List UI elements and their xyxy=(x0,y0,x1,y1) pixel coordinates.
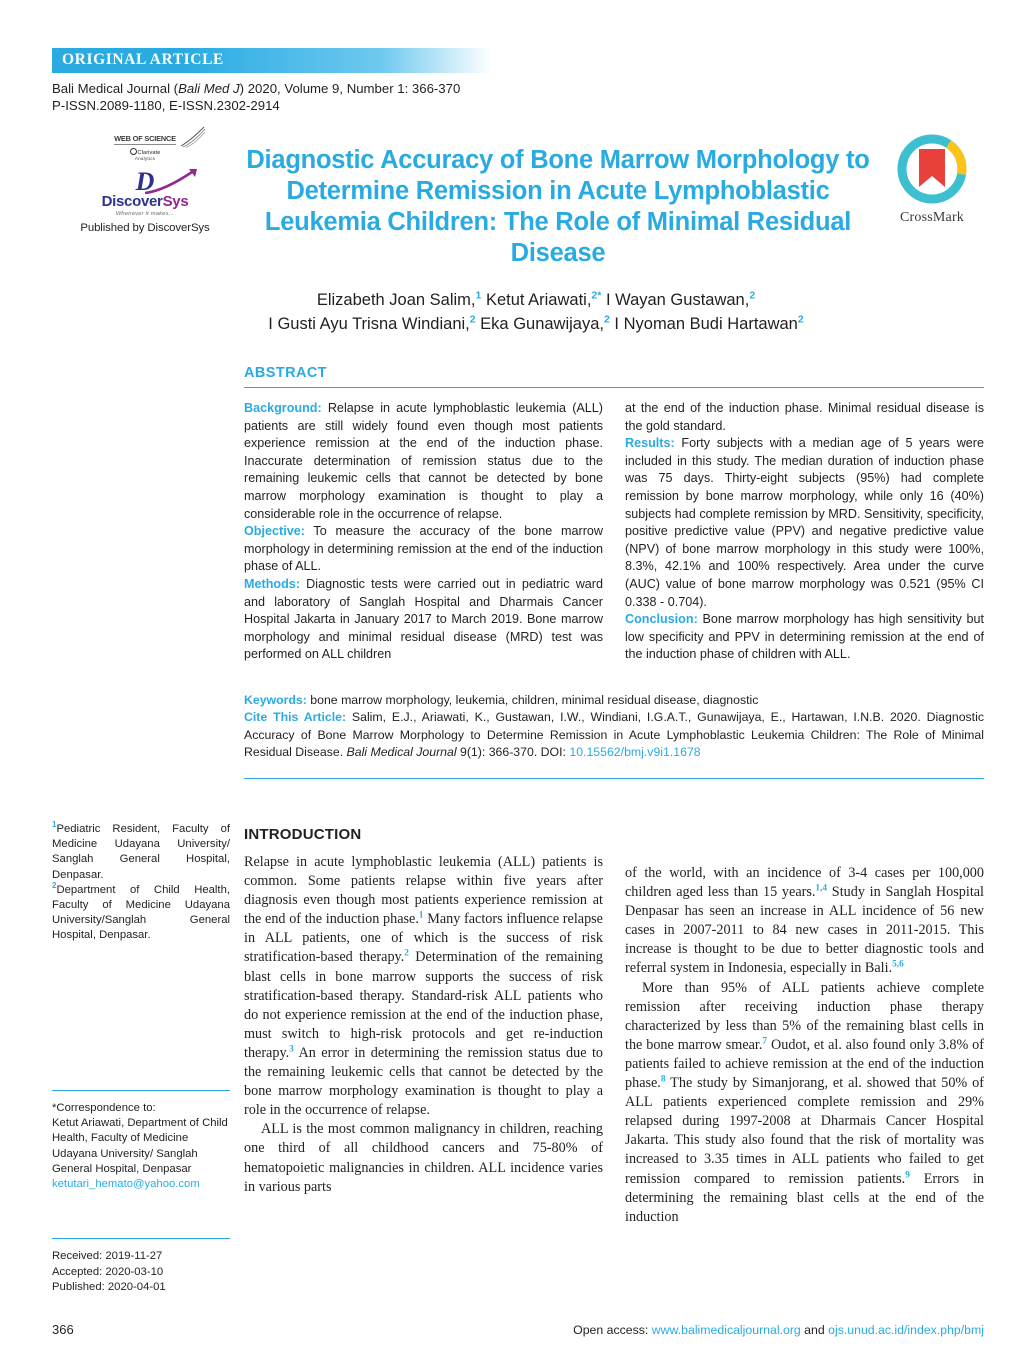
journal-issn-line: P-ISSN.2089-1180, E-ISSN.2302-2914 xyxy=(52,98,280,113)
journal-volume-pages: ) 2020, Volume 9, Number 1: 366-370 xyxy=(239,81,461,96)
correspondence-block xyxy=(52,1090,230,1192)
discoversys-wordmark: DiscoverSys xyxy=(101,193,189,210)
abstract-text: Diagnostic tests were carried out in pediatric ward and laboratory of Sanglah Hospital and Dharmais Cancer Hospital Jakarta in January 2017 to March 2019. Bone marrow morphology and minimal residual disease (MRD) test was performed on ALL children xyxy=(244,576,603,662)
citation-ref[interactable]: 9 xyxy=(905,1169,910,1180)
abstract-text: Forty subjects with a median age of 5 years were included in this study. The median duration of induction phase was 75 days. Thirty-eight subjects (95%) had complete remission by bone marrow morphology, while only 16 (40%) subjects had complete remission by MRD. Sensitivity, specificity, positive predictive value (PPV) and negative predictive value (NPV) of bone marrow morphology in this study were 100%, 8.3%, 42.1% and 100% respectively. Area under the curve (AUC) value of bone marrow morphology was 0.521 (95% CI 0.338 - 0.704). xyxy=(625,436,984,609)
author-name: Elizabeth Joan Salim, xyxy=(316,291,476,309)
keywords-text: bone marrow morphology, leukemia, children, minimal residual disease, diagnostic xyxy=(306,692,759,707)
original-article-label: ORIGINAL ARTICLE xyxy=(62,51,224,68)
abstract-label: Background: xyxy=(244,401,322,415)
abstract-paragraph xyxy=(244,400,603,523)
abstract-text: at the end of the induction phase. Minimal residual disease is the gold standard. xyxy=(625,401,984,433)
author-list xyxy=(186,288,886,336)
masthead xyxy=(52,48,984,114)
citation-ref[interactable]: 2 xyxy=(404,948,409,959)
crossmark-badge[interactable] xyxy=(880,132,984,226)
wos-wordmark: WEB OF SCIENCE xyxy=(114,134,176,143)
correspondence-top-rule xyxy=(52,1090,230,1091)
abstract-text: To measure the accuracy of the bone marrow morphology in determining remission at the end of the induction phase of ALL. xyxy=(244,524,603,574)
abstract-paragraph xyxy=(244,523,603,576)
author-affiliation-marker: 2 xyxy=(604,313,610,326)
crossmark-label: CrossMark xyxy=(899,210,965,225)
citation-ref[interactable]: 1 xyxy=(418,910,424,921)
body-column-left xyxy=(244,826,603,1227)
abstract-label: Results: xyxy=(625,436,675,451)
cite-journal-name: Bali Medical Journal xyxy=(346,745,457,760)
affiliation-text: Department of Child Health, Faculty of Medicine Udayana University/Sanglah General Hospital, Denpasar. xyxy=(52,883,230,942)
keywords-and-citation xyxy=(244,692,984,762)
cite-volume: 9(1): 366-370. DOI: xyxy=(456,745,570,760)
published-date: Published: 2020-04-01 xyxy=(52,1281,166,1294)
body-paragraph: More than 95% of ALL patients achieve complete remission after receiving induction phase therapy characterized by less than 5% of the remaining blast cells in the bone marrow smear.$^7$ Oudot, et al. also found only 3.8% of patients failed to achieve remission at the end of the induction phase.$^8$ The study by Simanjorang, et al. showed that 50% of ALL patients experienced complete remission and 29% relapsed during 1997-2008 at Dharmais Cancer Hospital Jakarta. This study also found that the risk of mortality was increased to 3.35 times in ALL patients who failed to get remission compared to remission patients.$^9$ Errors in determining the remaining blast cells at the end of the induction xyxy=(625,979,985,1225)
discoversys-arrow-icon xyxy=(145,169,205,195)
publisher-logos xyxy=(52,126,238,234)
abstract-paragraph xyxy=(625,400,984,435)
abstract-column-left xyxy=(244,400,603,664)
publication-dates xyxy=(52,1238,230,1296)
correspondence-heading xyxy=(52,1101,230,1116)
author-affiliation-marker: 2 xyxy=(469,313,476,326)
journal-abbrev: Bali Med J xyxy=(178,81,240,96)
correspondence-email[interactable]: ketutari_hemato@yahoo.com xyxy=(52,1178,200,1191)
received-date: Received: 2019-11-27 xyxy=(52,1250,163,1262)
abstract-label: Methods: xyxy=(244,576,300,591)
journal-volume-line xyxy=(52,80,984,97)
correspondence-label: Correspondence to: xyxy=(56,1102,156,1114)
column-top-spacer xyxy=(625,826,984,864)
abstract-top-rule xyxy=(244,387,984,388)
citation-ref[interactable]: 3 xyxy=(289,1044,294,1055)
ojs-link[interactable]: ojs.unud.ac.id/index.php/bmj xyxy=(828,1323,984,1337)
original-article-banner xyxy=(52,48,492,73)
citation-ref[interactable]: 8 xyxy=(660,1074,666,1085)
abstract-label: Objective: xyxy=(244,524,305,539)
dates-top-rule xyxy=(52,1238,230,1239)
body-column-right xyxy=(625,826,984,1227)
web-of-science-logo xyxy=(90,128,200,160)
author-affiliation-marker: 2* xyxy=(591,289,602,302)
author-line-2 xyxy=(186,312,886,336)
accepted-date: Accepted: 2020-03-10 xyxy=(52,1265,164,1278)
discoversys-tagline: Whenever it makes... xyxy=(115,211,175,217)
crossmark-icon xyxy=(895,132,969,206)
affiliation-item xyxy=(52,822,230,883)
citation-ref[interactable]: 7 xyxy=(762,1036,768,1047)
clarivate-circle-icon xyxy=(130,148,137,155)
journal-identification xyxy=(52,80,984,114)
author-name: Ketut Ariawati, xyxy=(481,291,592,309)
journal-website-link[interactable]: www.balimedicaljournal.org xyxy=(651,1323,801,1337)
keywords-label: Keywords: xyxy=(244,692,307,707)
author-name: I Wayan Gustawan, xyxy=(601,291,750,309)
abstract-section xyxy=(244,365,984,779)
section-heading-introduction: INTRODUCTION xyxy=(244,826,362,843)
correspondence-marker: * xyxy=(52,1102,57,1114)
title-band xyxy=(52,126,984,266)
analytics-wordmark: Analytics xyxy=(134,155,156,161)
citation-ref[interactable]: 1,4 xyxy=(815,883,828,894)
abstract-bottom-rule xyxy=(244,778,984,779)
citation-ref[interactable]: 5,6 xyxy=(892,959,904,970)
affiliations-sidebar xyxy=(52,822,230,944)
author-affiliation-marker: 2 xyxy=(749,289,756,302)
author-name: I Gusti Ayu Trisna Windiani, xyxy=(268,315,470,333)
author-affiliation-marker: 2 xyxy=(797,313,804,326)
page-number: 366 xyxy=(52,1322,74,1337)
abstract-paragraph xyxy=(625,611,984,664)
page-title: Diagnostic Accuracy of Bone Marrow Morphology to Determine Remission in Acute Lymphoblastic Leukemia Children: The Role of Minimal Residual Disease xyxy=(246,146,870,268)
author-name: I Nyoman Budi Hartawan xyxy=(609,315,798,333)
author-line-1 xyxy=(186,288,886,312)
cite-this-article xyxy=(244,709,984,761)
abstract-column-right xyxy=(625,400,984,664)
doi-link[interactable]: 10.15562/bmj.v9i1.1678 xyxy=(569,745,701,760)
author-affiliation-marker: 1 xyxy=(475,289,482,302)
wos-swoosh-icon xyxy=(180,126,206,148)
cite-label: Cite This Article: xyxy=(244,710,347,725)
keywords-line xyxy=(244,692,984,709)
affiliation-text: Pediatric Resident, Faculty of Medicine Udayana University/ Sanglah General Hospital, Denpasar. xyxy=(52,823,230,881)
introduction-section xyxy=(244,826,984,1227)
author-name: Eka Gunawijaya, xyxy=(475,315,604,333)
page-footer xyxy=(52,1322,984,1337)
abstract-paragraph xyxy=(625,435,984,611)
open-access-label: Open access: xyxy=(573,1323,652,1337)
abstract-columns xyxy=(244,400,984,664)
published-by-label: Published by DiscoverSys xyxy=(80,222,210,234)
journal-name-prefix: Bali Medical Journal ( xyxy=(52,81,179,96)
abstract-text: Relapse in acute lymphoblastic leukemia (ALL) patients are still widely found even though most patients experience remission at the end of the induction phase. Inaccurate determination of remission status due to the remaining leukemic cells that cannot be detected by bone marrow morphology examination is thought to play a considerable role in the occurrence of relapse. xyxy=(244,401,603,521)
clarivate-wordmark: Clarivate xyxy=(90,148,200,156)
abstract-paragraph xyxy=(244,576,603,664)
body-paragraph: ALL is the most common malignancy in children, reaching one third of all childhood cancers and 75-80% of hematopoietic malignancies in children. ALL incidence varies in various parts xyxy=(244,1121,603,1195)
abstract-label: Conclusion: xyxy=(625,612,698,627)
discoversys-logo xyxy=(75,167,215,217)
open-access-line: Open access: www.balimedicaljournal.org and ojs.unud.ac.id/index.php/bmj xyxy=(573,1323,984,1337)
affiliation-item xyxy=(52,883,230,944)
abstract-text: Bone marrow morphology has high sensitivity but low specificity and PPV in determining remission at the end of the induction phase of children with ALL. xyxy=(625,612,984,662)
body-paragraph: of the world, with an incidence of 3-4 cases per 100,000 children aged less than 15 years.$^{1,4}$ Study in Sanglah Hospital Denpasar has seen an increase in ALL incidence of 56 new cases in 2007-2011 to 84 new cases in 2011-2015. This increase is thought to be due to better diagnostic tools and referral system in Indonesia, especially in Bali.$^{5,6}$ xyxy=(625,865,984,977)
body-paragraph: Relapse in acute lymphoblastic leukemia (ALL) patients is common. Some patients relapse within five years after diagnosis even though most patients experience remission at the end of the induction phase.$^1$ Many factors influence relapse in ALL patients, one of which is the success of risk stratification-based therapy.$^2$ Determination of the remaining blast cells in bone marrow supports the success of risk stratification-based therapy. Standard-risk ALL patients who do not experience remission at the end of the induction phase, must switch to high-risk protocols and get re-induction therapy.$^3$ An error in determining the remission status due to the remaining leukemic cells that cannot be detected by the bone marrow morphology examination is thought to play a role in the occurrence of relapse. xyxy=(244,854,603,1119)
abstract-heading: ABSTRACT xyxy=(244,365,327,381)
correspondence-address: Ketut Ariawati, Department of Child Health, Faculty of Medicine Udayana University/ Sanglah General Hospital, Denpasar xyxy=(52,1117,228,1175)
affiliation-marker: 2 xyxy=(52,881,57,891)
discoversys-d-glyph: D xyxy=(135,167,155,196)
cite-text: Salim, E.J., Ariawati, K., Gustawan, I.W., Windiani, I.G.A.T., Gunawijaya, E., Hartawan, I.N.B. 2020. Diagnostic Accuracy of Bone Marrow Morphology to Determine Remission in Acute Lymphoblastic Leukemia Children: The Role of Minimal Residual Disease. xyxy=(244,710,984,760)
affiliation-marker: 1 xyxy=(52,820,57,830)
